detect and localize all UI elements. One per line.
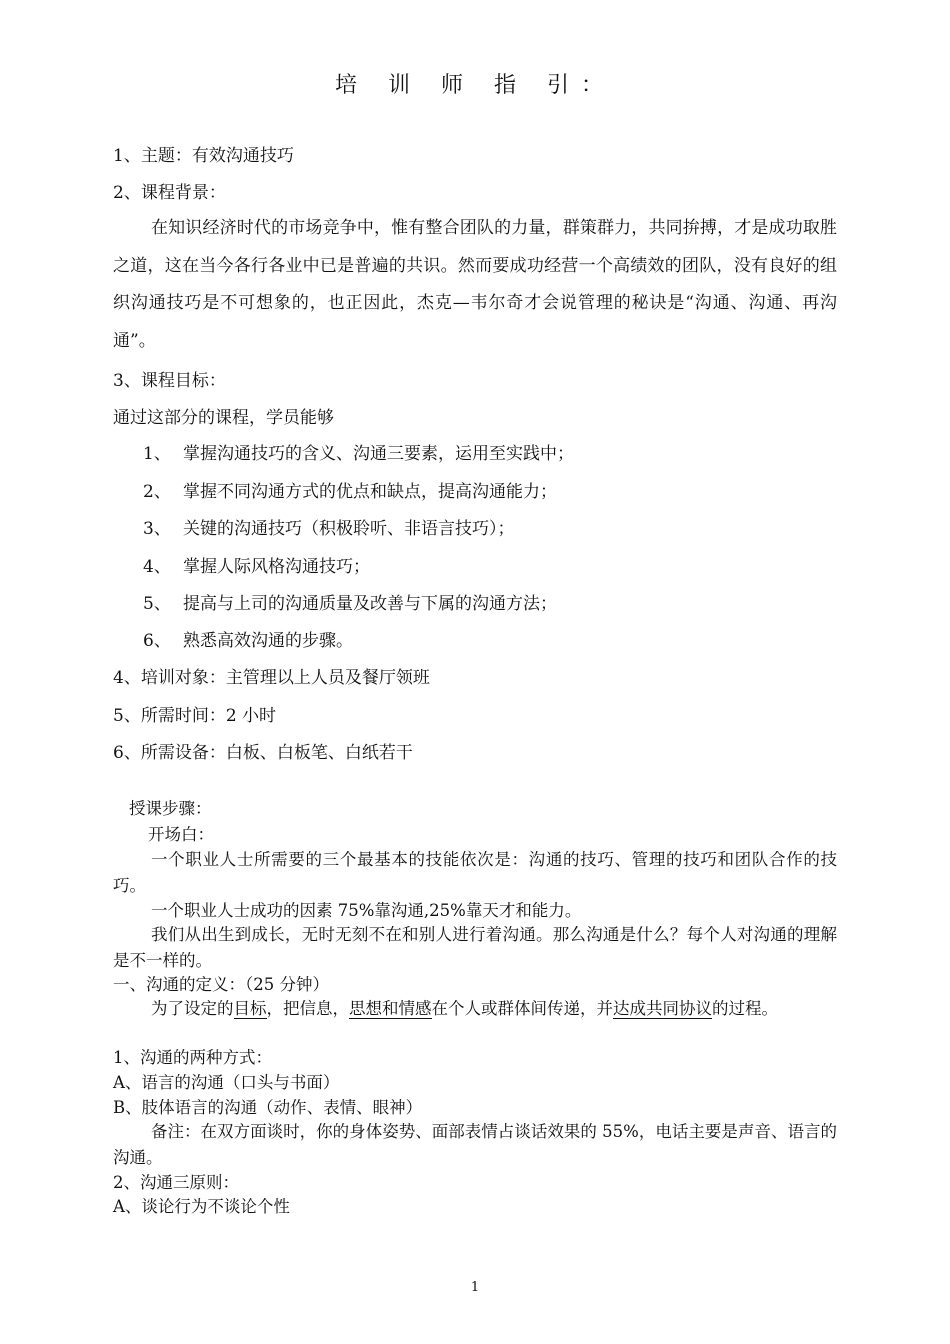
goal-text: 掌握人际风格沟通技巧； bbox=[183, 557, 370, 577]
topic-line: 1、主题：有效沟通技巧 bbox=[113, 146, 294, 166]
definition-text: 的过程。 bbox=[712, 999, 778, 1018]
goal-item bbox=[143, 444, 574, 464]
goal-number: 3、 bbox=[143, 519, 171, 539]
goal-item bbox=[143, 631, 353, 651]
principle-a: A、谈论行为不谈论个性 bbox=[113, 1197, 290, 1216]
audience-line: 4、培训对象：主管理以上人员及餐厅领班 bbox=[113, 668, 430, 688]
underlined-term-thoughts: 思想和情感 bbox=[349, 999, 432, 1018]
goal-text: 掌握不同沟通方式的优点和缺点，提高沟通能力； bbox=[183, 482, 557, 502]
goal-number: 6、 bbox=[143, 631, 171, 651]
steps-heading: 授课步骤： bbox=[129, 799, 212, 818]
definition-paragraph bbox=[113, 996, 837, 1022]
page-title: 培 训 师 指 引： bbox=[335, 73, 615, 98]
goal-item bbox=[143, 482, 557, 502]
opening-paragraph-2: 一个职业人士成功的因素 75%靠沟通,25%靠天才和能力。 bbox=[151, 901, 582, 920]
opening-paragraph-1: 一个职业人士所需要的三个最基本的技能依次是：沟通的技巧、管理的技巧和团队合作的技巧。 bbox=[113, 850, 837, 895]
page-number: 1 bbox=[470, 1280, 480, 1295]
modes-heading: 1、沟通的两种方式： bbox=[113, 1048, 272, 1067]
goal-item bbox=[143, 519, 515, 539]
equipment-line: 6、所需设备：白板、白板笔、白纸若干 bbox=[113, 743, 413, 763]
note-paragraph: 备注：在双方面谈时，你的身体姿势、面部表情占谈话效果的 55%，电话主要是声音、语言的沟通。 bbox=[113, 1122, 837, 1167]
opening-paragraph-3: 我们从出生到成长，无时无刻不在和别人进行着沟通。那么沟通是什么？每个人对沟通的理解是不一样的。 bbox=[113, 925, 837, 970]
goal-number: 4、 bbox=[143, 557, 171, 577]
goal-text: 熟悉高效沟通的步骤。 bbox=[183, 631, 353, 651]
goal-number: 2、 bbox=[143, 482, 171, 502]
goal-text: 关键的沟通技巧（积极聆听、非语言技巧）； bbox=[183, 519, 515, 539]
goal-text: 掌握沟通技巧的含义、沟通三要素，运用至实践中； bbox=[183, 444, 574, 464]
underlined-term-goal: 目标 bbox=[233, 999, 267, 1018]
definition-text: 在个人或群体间传递，并 bbox=[431, 999, 613, 1018]
definition-heading: 一、沟通的定义：（25 分钟） bbox=[113, 975, 329, 994]
definition-text: 为了设定的 bbox=[151, 999, 234, 1018]
underlined-term-agreement: 达成共同协议 bbox=[613, 999, 712, 1018]
background-paragraph: 在知识经济时代的市场竞争中，惟有整合团队的力量，群策群力，共同拚搏，才是成功取胜之道，这在当今各行各业中已是普遍的共识。然而要成功经营一个高绩效的团队，没有良好的组织沟通技巧是不可想象的，也正因此，杰克—韦尔奇才会说管理的秘诀是“沟通、沟通、再沟通”。 bbox=[113, 218, 837, 351]
goal-text: 提高与上司的沟通质量及改善与下属的沟通方法； bbox=[183, 594, 557, 614]
goal-heading: 3、课程目标： bbox=[113, 371, 226, 391]
opening-heading: 开场白： bbox=[148, 825, 214, 844]
background-heading: 2、课程背景： bbox=[113, 183, 226, 203]
goal-item bbox=[143, 557, 370, 577]
goal-number: 1、 bbox=[143, 444, 171, 464]
duration-line: 5、所需时间：2 小时 bbox=[113, 706, 277, 726]
principles-heading: 2、沟通三原则： bbox=[113, 1173, 239, 1192]
mode-b: B、肢体语言的沟通（动作、表情、眼神） bbox=[113, 1098, 423, 1117]
goal-item bbox=[143, 594, 557, 614]
goal-number: 5、 bbox=[143, 594, 171, 614]
goal-intro: 通过这部分的课程，学员能够 bbox=[113, 408, 334, 428]
mode-a: A、语言的沟通（口头与书面） bbox=[113, 1073, 340, 1092]
definition-text: ，把信息， bbox=[266, 999, 349, 1018]
